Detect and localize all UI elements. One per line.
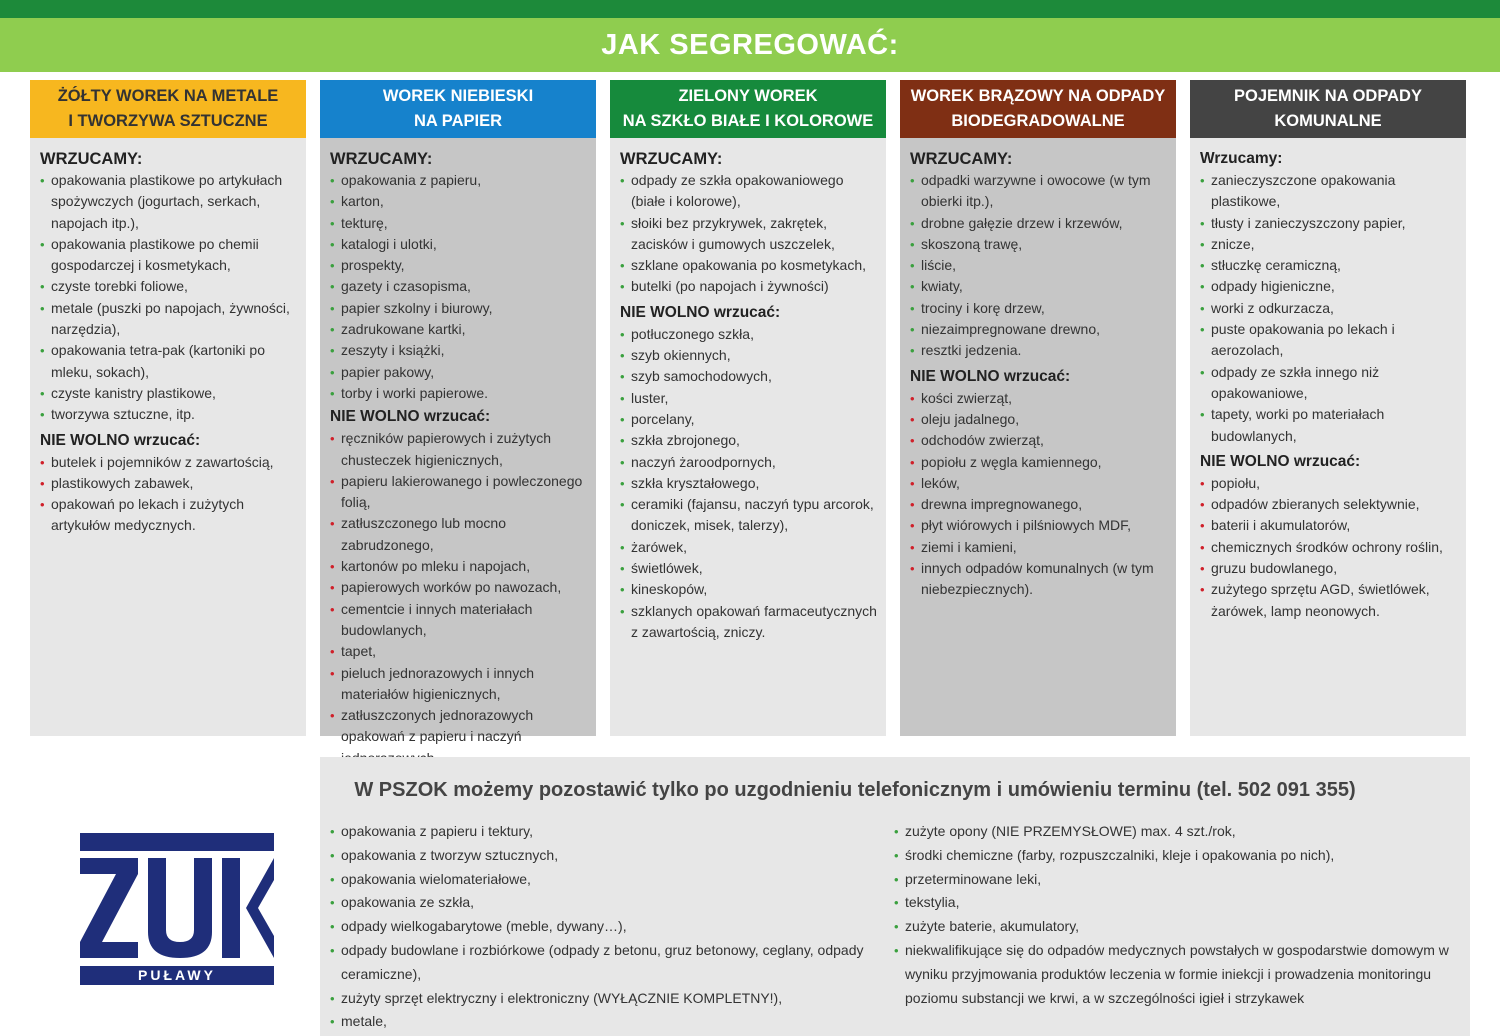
column-header — [1190, 80, 1466, 138]
pszok-panel — [320, 757, 1470, 1036]
column-title-line1: WOREK NIEBIESKI — [382, 87, 534, 105]
list-item: • cementcie i innych materiałach budowlanych, — [330, 599, 588, 642]
list-item: • niezaimpregnowane drewno, — [910, 319, 1168, 340]
list-item: • znicze, — [1200, 234, 1458, 255]
list-item: • opakowania tetra-pak (kartoniki po mleku, sokach), — [40, 340, 298, 383]
list-item: • przeterminowane leki, — [894, 868, 1464, 892]
column-body — [900, 138, 1176, 601]
column-title-line1: ŻÓŁTY WOREK NA METALE — [57, 87, 279, 105]
forbidden-list — [40, 452, 298, 537]
allowed-title: Wrzucamy: — [1200, 150, 1283, 167]
list-item: • prospekty, — [330, 255, 588, 276]
list-item: • tekturę, — [330, 213, 588, 234]
list-item: • zużyte opony (NIE PRZEMYSŁOWE) max. 4 szt./rok, — [894, 820, 1464, 844]
pszok-title: W PSZOK możemy pozostawić tylko po uzgodnieniu telefonicznym i umówieniu terminu (tel. 502 091 355) — [354, 779, 1356, 801]
column-header — [900, 80, 1176, 138]
column-title-line1: ZIELONY WOREK — [678, 87, 818, 105]
list-item: • kineskopów, — [620, 579, 878, 600]
column-yellow-bag — [30, 80, 306, 736]
pszok-right-column — [894, 820, 1464, 1010]
list-item: • skoszoną trawę, — [910, 234, 1168, 255]
list-item: • kwiaty, — [910, 276, 1168, 297]
list-item: • trociny i korę drzew, — [910, 298, 1168, 319]
top-stripe — [0, 0, 1500, 18]
column-blue-bag — [320, 80, 596, 745]
list-item: • liście, — [910, 255, 1168, 276]
list-item: • chemicznych środków ochrony roślin, — [1200, 537, 1458, 558]
column-body — [1190, 138, 1466, 622]
allowed-list — [40, 170, 298, 426]
list-item: • niekwalifikujące się do odpadów medycznych powstałych w gospodarstwie domowym w wyniku przyjmowania produktów leczenia w formie iniekcji i prowadzenia monitoringu poziomu substancji we krwi, a w szczególności igieł i strzykawek — [894, 939, 1464, 1010]
list-item: • papierowych worków po nawozach, — [330, 577, 588, 598]
list-item: • popiołu, — [1200, 473, 1458, 494]
list-item: • oleju jadalnego, — [910, 409, 1168, 430]
list-item: • pieluch jednorazowych i innych materiałów higienicznych, — [330, 663, 588, 706]
list-item: • kartonów po mleku i napojach, — [330, 556, 588, 577]
list-item: • odpady higieniczne, — [1200, 276, 1458, 297]
allowed-list — [620, 170, 878, 298]
list-item: • butelki (po napojach i żywności) — [620, 276, 878, 297]
column-body — [30, 138, 306, 537]
page-title: JAK SEGREGOWAĆ: — [601, 28, 899, 61]
list-item: • opakowania z papieru i tektury, — [330, 820, 895, 844]
forbidden-list — [1200, 473, 1458, 622]
allowed-title: WRZUCAMY: — [620, 150, 723, 168]
list-item: • czyste kanistry plastikowe, — [40, 383, 298, 404]
column-header — [320, 80, 596, 138]
column-brown-bag — [900, 80, 1176, 736]
list-item: • porcelany, — [620, 409, 878, 430]
pszok-left-column — [330, 820, 895, 1034]
list-item: • drobne gałęzie drzew i krzewów, — [910, 213, 1168, 234]
list-item: • tapety, worki po materiałach budowlanych, — [1200, 404, 1458, 447]
column-body — [320, 138, 596, 769]
logo-top-bar — [80, 833, 274, 851]
column-title-line1: WOREK BRĄZOWY NA ODPADY — [910, 87, 1166, 105]
list-item: • opakowania plastikowe po chemii gospodarczej i kosmetykach, — [40, 234, 298, 277]
list-item: • odpady ze szkła opakowaniowego (białe i kolorowe), — [620, 170, 878, 213]
list-item: • odchodów zwierząt, — [910, 430, 1168, 451]
list-item: • puste opakowania po lekach i aerozolach, — [1200, 319, 1458, 362]
zuk-logo — [80, 833, 274, 985]
list-item: • baterii i akumulatorów, — [1200, 515, 1458, 536]
column-green-bag — [610, 80, 886, 736]
forbidden-title: NIE WOLNO wrzucać: — [330, 408, 491, 426]
column-title-line2: NA PAPIER — [413, 112, 502, 130]
pszok-right-list — [894, 820, 1464, 1010]
title-bar — [0, 18, 1500, 72]
list-item: • stłuczkę ceramiczną, — [1200, 255, 1458, 276]
pszok-left-list — [330, 820, 895, 1034]
list-item: • opakowania plastikowe po artykułach spożywczych (jogurtach, serkach, napojach itp.), — [40, 170, 298, 234]
logo-subtitle: PUŁAWY — [80, 966, 274, 985]
allowed-title: WRZUCAMY: — [330, 150, 433, 168]
forbidden-list — [910, 388, 1168, 601]
list-item: • plastikowych zabawek, — [40, 473, 298, 494]
list-item: • tekstylia, — [894, 891, 1464, 915]
list-item: • zatłuszczonego lub mocno zabrudzonego, — [330, 513, 588, 556]
list-item: • kości zwierząt, — [910, 388, 1168, 409]
forbidden-list — [620, 324, 878, 643]
list-item: • żarówek, — [620, 537, 878, 558]
allowed-list — [1200, 170, 1458, 447]
list-item: • ceramiki (fajansu, naczyń typu arcorok, doniczek, misek, talerzy), — [620, 494, 878, 537]
list-item: • świetlówek, — [620, 558, 878, 579]
list-item: • zużyty sprzęt elektryczny i elektroniczny (WYŁĄCZNIE KOMPLETNY!), — [330, 987, 895, 1011]
forbidden-list — [330, 428, 588, 769]
list-item: • torby i worki papierowe. — [330, 383, 588, 404]
list-item: • katalogi i ulotki, — [330, 234, 588, 255]
list-item: • szyb okiennych, — [620, 345, 878, 366]
list-item: • papieru lakierowanego i powleczonego folią, — [330, 471, 588, 514]
zuk-letters-icon — [80, 858, 274, 958]
list-item: • czyste torebki foliowe, — [40, 276, 298, 297]
list-item: • środki chemiczne (farby, rozpuszczalniki, kleje i opakowania po nich), — [894, 844, 1464, 868]
column-municipal-bin — [1190, 80, 1466, 736]
column-title-line1: POJEMNIK NA ODPADY — [1234, 87, 1422, 105]
list-item: • gruzu budowlanego, — [1200, 558, 1458, 579]
list-item: • zadrukowane kartki, — [330, 319, 588, 340]
column-body — [610, 138, 886, 643]
forbidden-title: NIE WOLNO wrzucać: — [910, 367, 1071, 385]
list-item: • szyb samochodowych, — [620, 366, 878, 387]
list-item: • popiołu z węgla kamiennego, — [910, 452, 1168, 473]
list-item: • tapet, — [330, 641, 588, 662]
list-item: • papier szkolny i biurowy, — [330, 298, 588, 319]
list-item: • opakowania ze szkła, — [330, 891, 895, 915]
list-item: • zużyte baterie, akumulatory, — [894, 915, 1464, 939]
list-item: • słoiki bez przykrywek, zakrętek, zacisków i gumowych uszczelek, — [620, 213, 878, 256]
column-title-line2: NA SZKŁO BIAŁE I KOLOROWE — [622, 112, 874, 130]
list-item: • odpady wielkogabarytowe (meble, dywany…), — [330, 915, 895, 939]
list-item: • tworzywa sztuczne, itp. — [40, 404, 298, 425]
list-item: • opakowania wielomateriałowe, — [330, 868, 895, 892]
list-item: • odpady budowlane i rozbiórkowe (odpady z betonu, gruz betonowy, ceglany, odpady ceramiczne), — [330, 939, 895, 987]
list-item: • opakowań po lekach i zużytych artykułów medycznych. — [40, 494, 298, 537]
allowed-title: WRZUCAMY: — [40, 150, 143, 168]
column-title-line2: KOMUNALNE — [1274, 112, 1382, 130]
list-item: • gazety i czasopisma, — [330, 276, 588, 297]
list-item: • worki z odkurzacza, — [1200, 298, 1458, 319]
list-item: • metale, — [330, 1010, 895, 1034]
list-item: • tłusty i zanieczyszczony papier, — [1200, 213, 1458, 234]
column-header — [30, 80, 306, 138]
allowed-list — [330, 170, 588, 404]
list-item: • papier pakowy, — [330, 362, 588, 383]
list-item: • zeszyty i książki, — [330, 340, 588, 361]
list-item: • zanieczyszczone opakowania plastikowe, — [1200, 170, 1458, 213]
list-item: • zatłuszczonych jednorazowych opakowań z papieru i naczyń — [330, 705, 588, 769]
allowed-list — [910, 170, 1168, 362]
forbidden-title: NIE WOLNO wrzucać: — [620, 303, 781, 321]
forbidden-title: NIE WOLNO wrzucać: — [40, 431, 201, 449]
list-item: • szklanych opakowań farmaceutycznych z zawartością, zniczy. — [620, 601, 878, 644]
list-item: • szklane opakowania po kosmetykach, — [620, 255, 878, 276]
list-item: • potłuczonego szkła, — [620, 324, 878, 345]
list-item: • szkła zbrojonego, — [620, 430, 878, 451]
list-item: • innych odpadów komunalnych (w tym niebezpiecznych). — [910, 558, 1168, 601]
list-item: • ręczników papierowych i zużytych chusteczek higienicznych, — [330, 428, 588, 471]
list-item: • odpadów zbieranych selektywnie, — [1200, 494, 1458, 515]
list-item: • odpady ze szkła innego niż opakowaniowe, — [1200, 362, 1458, 405]
list-item: • opakowania z papieru, — [330, 170, 588, 191]
list-item: • karton, — [330, 191, 588, 212]
list-item: • zużytego sprzętu AGD, świetlówek, żarówek, lamp neonowych. — [1200, 579, 1458, 622]
list-item: • luster, — [620, 388, 878, 409]
column-header — [610, 80, 886, 138]
list-item: • naczyń żaroodpornych, — [620, 452, 878, 473]
list-item: • leków, — [910, 473, 1168, 494]
list-item: • opakowania z tworzyw sztucznych, — [330, 844, 895, 868]
list-item: • butelek i pojemników z zawartością, — [40, 452, 298, 473]
allowed-title: WRZUCAMY: — [910, 150, 1013, 168]
list-item: • szkła kryształowego, — [620, 473, 878, 494]
list-item: • resztki jedzenia. — [910, 340, 1168, 361]
forbidden-title: NIE WOLNO wrzucać: — [1200, 452, 1361, 470]
column-title-line2: BIODEGRADOWALNE — [951, 112, 1125, 130]
list-item: • ziemi i kamieni, — [910, 537, 1168, 558]
column-title-line2: I TWORZYWA SZTUCZNE — [68, 112, 268, 130]
list-item: • metale (puszki po napojach, żywności, narzędzia), — [40, 298, 298, 341]
list-item: • płyt wiórowych i pilśniowych MDF, — [910, 515, 1168, 536]
list-item: • odpadki warzywne i owocowe (w tym obierki itp.), — [910, 170, 1168, 213]
list-item: • drewna impregnowanego, — [910, 494, 1168, 515]
